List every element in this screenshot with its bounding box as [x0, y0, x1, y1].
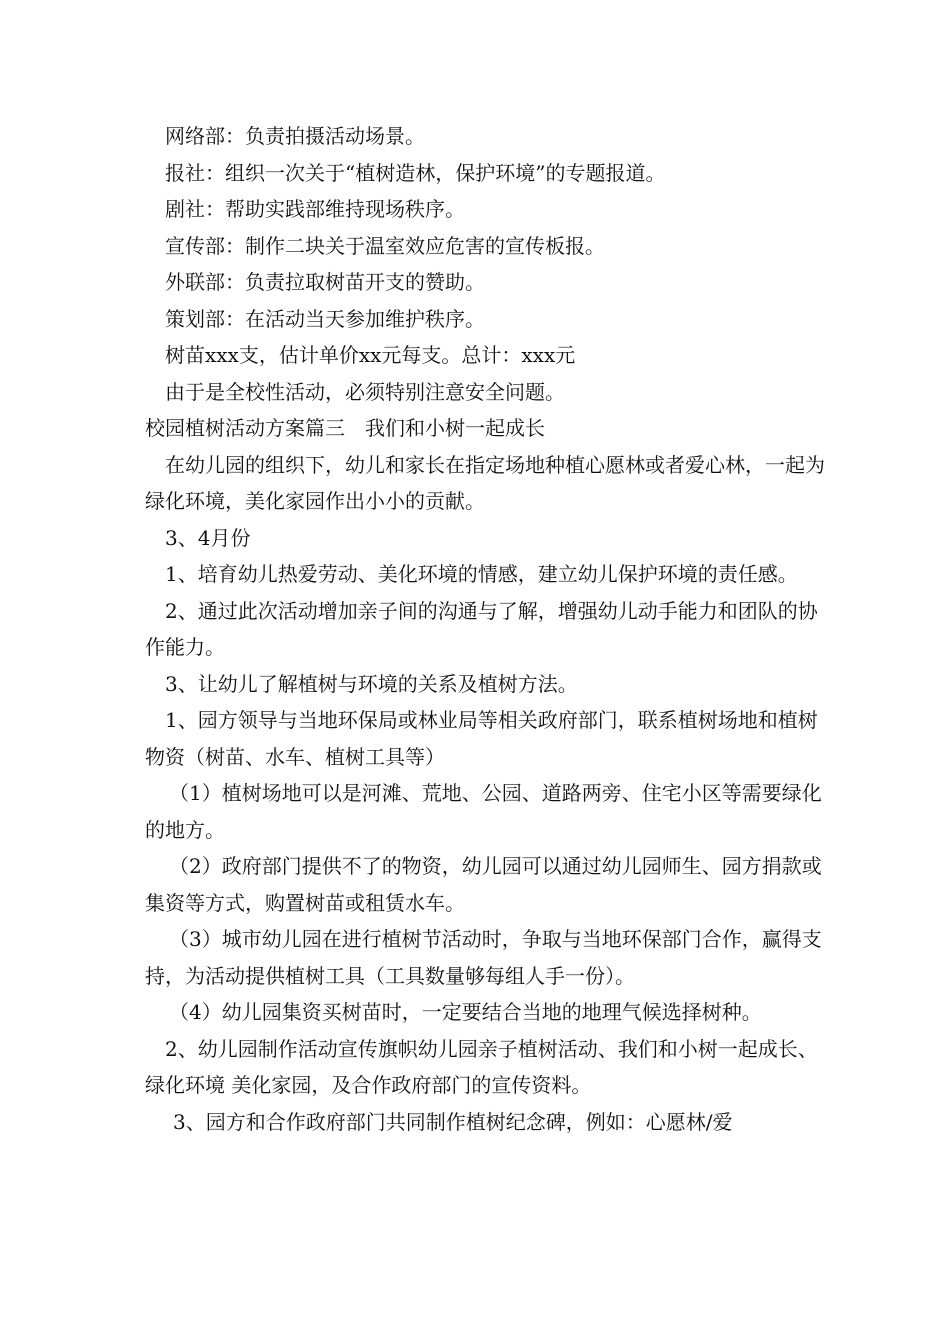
section-heading: 校园植树活动方案篇三 我们和小树一起成长 — [145, 416, 545, 440]
paragraph-newspaper: 报社：组织一次关于“植树造林，保护环境”的专题报道。 — [165, 160, 666, 185]
paragraph-prep-1-sub-4: （4）幼儿园集资买树苗时，一定要结合当地的地理气候选择树种。 — [169, 1000, 762, 1024]
paragraph-goal-1: 1、培育幼儿热爱劳动、美化环境的情感，建立幼儿保护环境的责任感。 — [165, 562, 798, 586]
paragraph-prep-1-sub-1: （1）植树场地可以是河滩、荒地、公园、道路两旁、住宅小区等需要绿化的地方。 — [145, 781, 822, 842]
paragraph-publicity-dept: 宣传部：制作二块关于温室效应危害的宣传板报。 — [165, 233, 605, 258]
paragraph-prep-2: 2、幼儿园制作活动宣传旗帜幼儿园亲子植树活动、我们和小树一起成长、绿化环境 美化家园，及合作政府部门的宣传资料。 — [145, 1036, 818, 1097]
paragraph-prep-1-sub-2: （2）政府部门提供不了的物资，幼儿园可以通过幼儿园师生、园方捐款或集资等方式，购置树苗或租赁水车。 — [145, 854, 822, 915]
paragraph-prep-1: 1、园方领导与当地环保局或林业局等相关政府部门，联系植树场地和植树物资（树苗、水车、植树工具等） — [145, 708, 818, 769]
paragraph-safety: 由于是全校性活动，必须特别注意安全问题。 — [165, 379, 565, 404]
paragraph-network-dept: 网络部：负责拍摄活动场景。 — [165, 124, 425, 148]
paragraph-prep-3: 3、园方和合作政府部门共同制作植树纪念碑，例如：心愿林/爱 — [173, 1109, 733, 1134]
document-body — [145, 118, 825, 1140]
paragraph-time: 3、4月份 — [165, 525, 251, 550]
paragraph-drama-club: 剧社：帮助实践部维持现场秩序。 — [165, 197, 465, 221]
paragraph-prep-1-sub-3: （3）城市幼儿园在进行植树节活动时，争取与当地环保部门合作，赢得支持，为活动提供植树工具（工具数量够每组人手一份）。 — [145, 927, 822, 988]
paragraph-budget: 树苗xxx支，估计单价xx元每支。总计：xxx元 — [165, 343, 576, 367]
paragraph-external-dept: 外联部：负责拉取树苗开支的赞助。 — [165, 270, 485, 294]
paragraph-goal-2: 2、通过此次活动增加亲子间的沟通与了解，增强幼儿动手能力和团队的协作能力。 — [145, 598, 818, 659]
paragraph-planning-dept: 策划部：在活动当天参加维护秩序。 — [165, 306, 485, 331]
paragraph-goal-3: 3、让幼儿了解植树与环境的关系及植树方法。 — [165, 671, 578, 696]
paragraph-intro: 在幼儿园的组织下，幼儿和家长在指定场地种植心愿林或者爱心林，一起为绿化环境，美化家园作出小小的贡献。 — [145, 452, 825, 513]
